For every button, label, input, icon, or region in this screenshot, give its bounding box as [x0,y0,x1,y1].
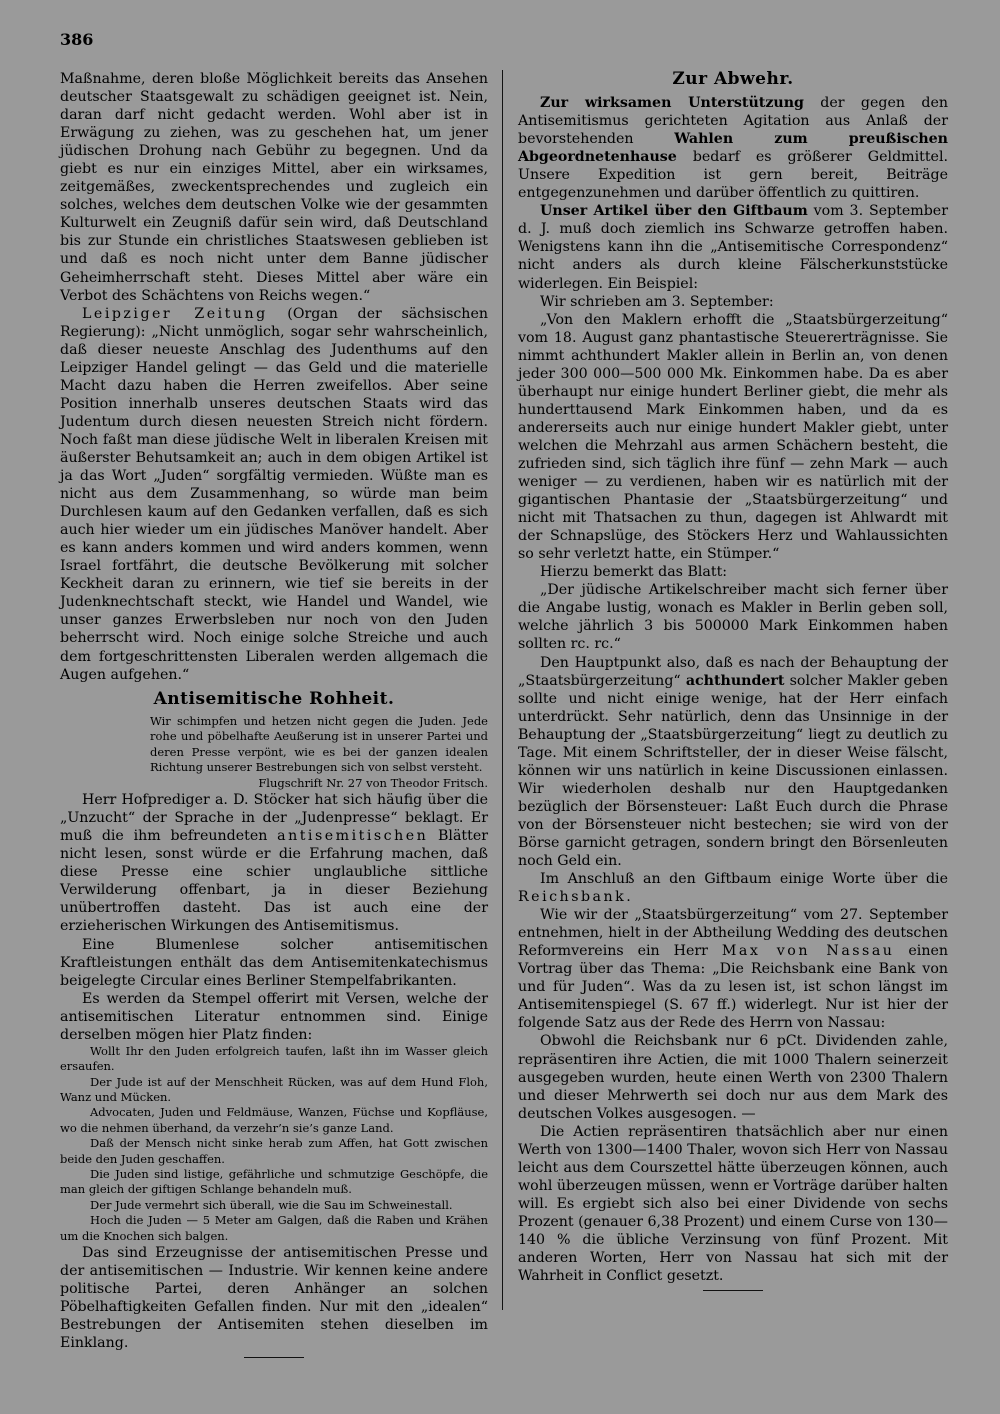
reichsbank-spaced: Reichsbank. [518,889,634,906]
leipziger-paragraph [60,305,488,684]
section-end-rule [703,1290,763,1291]
verse-item: Der Jude vermehrt sich überall, wie die Sau im Schweinestall. [90,1197,453,1212]
right-column [518,70,948,1291]
nassau-paragraph [518,906,948,1032]
stempel-paragraph: Es werden da Stempel offerirt mit Versen, welche der antisemitischen Literatur entnommen sind. Einige derselben mögen hier Platz finden: [60,990,488,1043]
verse-item: Die Juden sind listige, gefährliche und schmutzige Geschöpfe, die man gleich der giftigen Schlange behandeln muß. [60,1167,488,1197]
hofprediger-text-b: Blätter nicht lesen, sonst würde er die Erfahrung machen, daß diese Presse eine schier unglaubliche sittliche Verwilderung offenbart, ja in dieser Beziehung unübertroffen dasteht. Das ist auch eine der erzieherischen Wirkungen des Antisemitismus. [60,828,488,935]
giftbaum-text: vom 3. September d. J. muß doch ziemlich ins Schwarze getroffen haben. Wenigstens kann ihn die „Antisemitische Correspondenz“ nicht anders als durch kleine Fälscherkunststücke widerlegen. Ein Beispiel: [518,203,948,292]
quote-dividenden: Obwohl die Reichsbank nur 6 pCt. Dividenden zahle, repräsentiren ihre Actien, die mit 1000 Thalern seinerzeit ausgegeben wurden, heute einen Werth von 2300 Thalern und dieser Mehrwerth sei doch nur aus dem Mark des deutschen Volkes ausgesogen. — [518,1033,948,1122]
hauptpunkt-text-b: solcher Makler geben sollte und nicht einige wenige, hat der Herr einfach unterdrückt. Sehr natürlich, denn das Unsinnige in der Behauptung der „Staatsbürgerzeitung“ liegt zu deutlich zu Tage. Mit einem Schriftsteller, der in dieser Weise fälscht, können wir uns natürlich in keine Discussionen einlassen. Wir wiederholen deshalb nur den Hauptgedanken bezüglich der Börsensteuer: Laßt Euch durch die Phrase von der Börsensteuer nicht bestechen; sie wird von der Börse garnicht getragen, sondern bringt den Börsenleuten noch Geld ein. [518,672,948,870]
section-heading-rohheit: Antisemitische Rohheit. [153,688,395,709]
motto-source: Flugschrift Nr. 27 von Theodor Fritsch. [258,775,488,790]
hauptpunkt-text-a: Den Hauptpunkt also, daß es nach der Behauptung der „Staatsbürgerzeitung“ [518,654,948,689]
verse-item: Daß der Mensch nicht sinke herab zum Affen, hat Gott zwischen beide den Juden geschaffen. [60,1136,488,1166]
left-column [60,70,488,1358]
giftbaum-bold: Unser Artikel über den Giftbaum [540,203,808,220]
hofprediger-spaced: antisemitischen [277,828,429,845]
nassau-text-a: Wie wir der „Staatsbürgerzeitung“ vom 27. September entnehmen, hielt in der Abtheilung Wedding des deutschen Reformvereins ein Herr [518,907,948,960]
nassau-text-b: einen Vortrag über das Thema: „Die Reichsbank eine Bank von und für Juden“. Was da zu lesen ist, ist schon längst im Antisemitenspiegel (S. 67 ff.) widerlegt. Nur ist hier der folgende Satz aus der Rede des Herrn von Nassau: [518,943,948,1032]
quote-maklern: „Von den Maklern erhofft die „Staatsbürgerzeitung“ vom 18. August ganz phantastische Steuererträgnisse. Sie nimmt achthundert Makler allein in Berlin an, von denen jeder 300 000—500 000 Mk. Einkommen habe. Da es aber überhaupt nur einige hundert Berliner giebt, die mehr als hunderttausend Mark Einkommen haben, und da es andererseits auch nur einige hundert Makler giebt, unter welchen die Mehrzahl aus armen Schächern besteht, die zufrieden sind, sich täglich ihre fünf — zehn Mark — auch weniger — zu verdienen, haben wir es natürlich mit der gigantischen Phantasie der „Staatsbürgerzeitung“ und nicht mit Thatsachen zu thun, dagegen ist Ahlwardt mit der Schnapslüge, des Stöckers Herz und Wahlaussichten so sehr verletzt hatte, ein Stümper.“ [518,311,948,563]
appeal-paragraph [518,94,948,202]
motto-quote: Wir schimpfen und hetzen nicht gegen die Juden. Jede rohe und pöbelhafte Aeußerung ist in unserer Partei und deren Presse verpönt, wie es bei der ganzen idealen Richtung unserer Bestrebungen sich von selbst versteht. [150,713,488,775]
schrieben-paragraph: Wir schrieben am 3. September: [540,293,774,310]
verse-item: Hoch die Juden — 5 Meter am Galgen, daß die Raben und Krähen um die Knochen sich balgen. [60,1213,488,1243]
appeal-bold-a: Zur wirksamen Unterstützung [540,95,804,112]
reichsbank-text: Im Anschluß an den Giftbaum einige Worte über die [540,871,948,888]
quote-artikelschreiber: „Der jüdische Artikelschreiber macht sich ferner über die Angabe lustig, wonach es Makler in Berlin geben soll, welche jährlich 3 bis 500000 Mark Einkommen haben sollten rc. rc.“ [518,582,948,653]
newspaper-name: Leipziger Zeitung [82,305,268,322]
section-end-rule [244,1357,304,1358]
verse-item: Der Jude ist auf der Menschheit Rücken, was auf dem Hund Floh, Wanz und Mücken. [60,1074,488,1105]
closing-paragraph: Das sind Erzeugnisse der antisemitischen Presse und der antisemitischen — Industrie. Wir kennen keine andere politische Partei, deren Anhänger an solchen Pöbelhaftigkeiten Gefallen finden. Nur mit den „idealen“ Bestrebungen der Antisemiten stehen dieselben im Einklang. [60,1245,488,1352]
column-divider [502,70,503,1310]
appeal-text-a: der gegen den Antisemitismus gerichteten Agitation aus Anlaß der bevorstehenden [518,95,948,148]
giftbaum-paragraph [518,202,948,292]
page-number: 386 [60,30,94,49]
blumenlese-paragraph: Eine Blumenlese solcher antisemitischen Kraftleistungen enthält das dem Antisemitenkatechismus beigelegte Circular eines Berliner Stempelfabrikanten. [60,936,488,989]
bemerkt-paragraph: Hierzu bemerkt das Blatt: [540,564,728,581]
reichsbank-intro-paragraph [518,870,948,906]
verse-item: Advocaten, Juden und Feldmäuse, Wanzen, Füchse und Kopfläuse, wo die nehmen überhand, da verzehr’n sie’s ganze Land. [60,1105,488,1135]
hofprediger-text-a: Herr Hofprediger a. D. Stöcker hat sich häufig über die „Unzucht“ der Sprache in der „Judenpresse“ beklagt. Er muß die ihm befreundeten [60,792,488,845]
intro-paragraph: Maßnahme, deren bloße Möglichkeit bereits das Ansehen deutscher Staatsgewalt zu schädigen geeignet ist. Nein, daran darf nicht gedacht werden. Wohl aber ist in Erwägung zu ziehen, was zu geschehen hat, um jener jüdischen Drohung nach Gebühr zu begegnen. Und da giebt es nur ein einziges Mittel, aber ein wirksames, zeitgemäßes, zweckentsprechendes und zugleich ein solches, welches dem deutschen Volke wie der gesammten Kulturwelt ein Zeugniß dafür sein wird, daß Deutschland bis zur Stunde ein christliches Staatswesen geblieben ist und daß es noch nicht unter dem Banne jüdischer Geheimherrschaft steht. Dieses Mittel aber wäre ein Verbot des Schächtens von Reichs wegen.“ [60,71,488,304]
hauptpunkt-paragraph [518,654,948,871]
verse-item: Wollt Ihr den Juden erfolgreich taufen, laßt ihn im Wasser gleich ersaufen. [60,1043,488,1074]
verse-list [60,1044,488,1244]
hofprediger-paragraph [60,791,488,935]
nassau-name: Max von Nassau [721,943,895,960]
section-heading-abwehr: Zur Abwehr. [672,69,794,89]
appeal-bold-b: Wahlen zum preußischen Abgeordnetenhause [518,131,948,166]
hauptpunkt-bold: achthundert [685,672,785,689]
appeal-text-b: bedarf es größerer Geldmittel. Unsere Expedition ist gern bereit, Beiträge entgegenzunehmen und darüber öffentlich zu quittiren. [518,149,948,202]
actien-paragraph: Die Actien repräsentiren thatsächlich aber nur einen Werth von 1300—1400 Thaler, wovon sich Herr von Nassau leicht aus dem Courszettel hätte überzeugen können, auch wohl überzeugen müssen, wenn er Vorträge darüber halten will. Es ergiebt sich also bei einer Dividende von sechs Prozent (genauer 6,38 Prozent) und einem Curse von 130—140 % die übliche Verzinsung von fünf Prozent. Mit anderen Worten, Herr von Nassau hat sich mit der Wahrheit in Conflict gesetzt. [518,1123,948,1285]
leipziger-text: (Organ der sächsischen Regierung): „Nicht unmöglich, sogar sehr wahrscheinlich, daß dieser neueste Anschlag des Judenthums auf den Leipziger Handel gelingt — das Geld und die materielle Macht dazu haben die Herren zweifellos. Aber seine Position innerhalb unseres deutschen Staats wird das Judentum durch diesen neuesten Streich nicht fördern. Noch faßt man diese jüdische Welt in liberalen Kreisen mit äußerster Behutsamkeit an; auch in dem obigen Artikel ist ja das Wort „Juden“ sorgfältig vermieden. Wüßte man es nicht aus dem Zusammenhang, so würde man beim Durchlesen kaum auf den Gedanken verfallen, daß es sich auch hier wieder um ein jüdisches Manöver handelt. Aber es kann anders kommen und wird anders kommen, wenn Israel fortfährt, die deutsche Bevölkerung mit solcher Keckheit daran zu erinnern, wie tief sie bereits in der Judenknechtschaft steckt, wie Handel und Wandel, wie unser ganzes Erwerbsleben nur noch von den Juden beherrscht wird. Noch einige solche Streiche und auch dem fortgeschrittensten Liberalen werden allgemach die Augen aufgehen.“ [60,305,488,683]
